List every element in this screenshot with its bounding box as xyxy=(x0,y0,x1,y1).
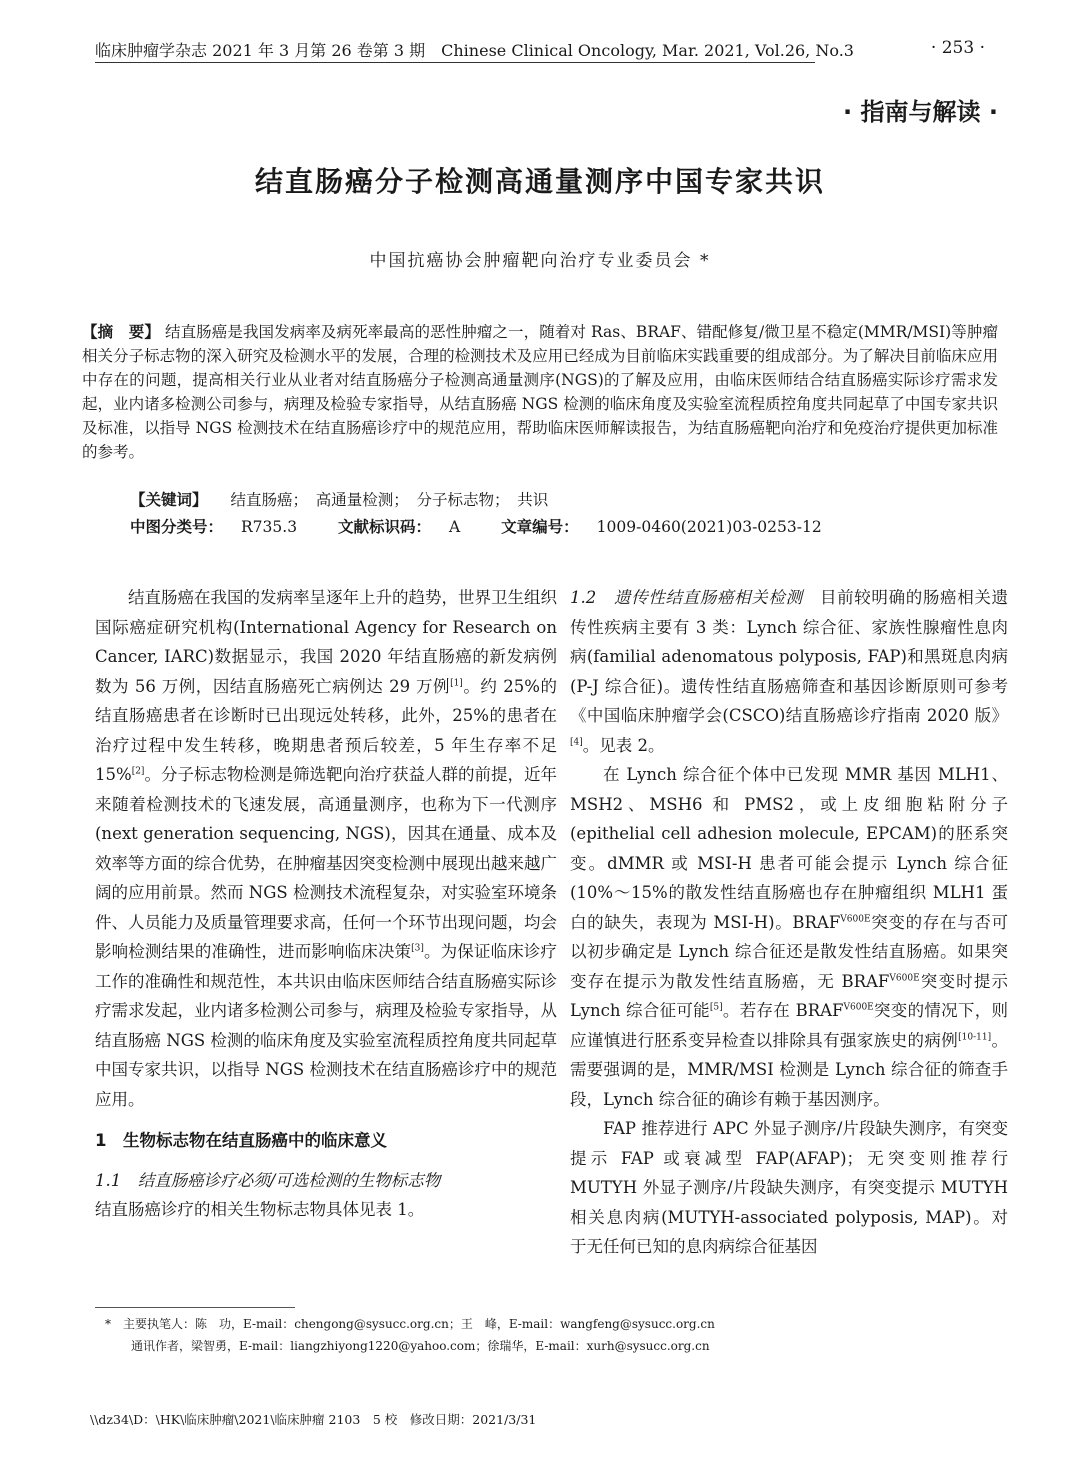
footnote-rule xyxy=(95,1307,295,1308)
mutation-superscript: V600E xyxy=(889,973,920,983)
citation-ref: [2] xyxy=(131,766,145,777)
header-rule xyxy=(95,62,815,63)
keywords-text: 结直肠癌； 高通量检测； 分子标志物； 共识 xyxy=(230,491,549,509)
footnote-line-corresponding: 通讯作者，梁智勇，E-mail：liangzhiyong1220@yahoo.com；徐瑞华，E-mail：xurh@sysucc.org.cn xyxy=(131,1339,710,1353)
fap-paragraph: FAP 推荐进行 APC 外显子测序/片段缺失测序，有突变提示 FAP 或衰减型 FAP(AFAP)；无突变则推荐行 MUTYH 外显子测序/片段缺失测序，有突变提示 MUTYH 相关息肉病(MUTYH-associated polyposis, MAP)。对于无任何已知的息肉病综合征基因 xyxy=(570,1119,1008,1256)
citation-ref: [1] xyxy=(450,678,463,688)
mutation-superscript: V600E xyxy=(843,1002,874,1013)
lynch-paragraph: 在 Lynch 综合征个体中已发现 MMR 基因 MLH1、MSH2、MSH6 和 PMS2，或上皮细胞粘附分子(epithelial cell adhesion molecule, EPCAM)的胚系突变。dMMR 或 MSI-H 患者可能会提示 Lynch 综合征(10%～15%的散发性结直肠癌也存在肿瘤组织 MLH1 蛋白的缺失，表现为 MSI-H)。$BRAF^{V600E}$突变的存在与否可以初步确定是 Lynch 综合征还是散发性结直肠癌。如果突变存在提示为散发性结直肠癌，无 $BRAF^{V600E}$突变时提示 Lynch 综合征可能[5]。若存在 $BRAF^{V600E}$突变的情况下，则应谨慎进行胚系变异检查以排除具有强家族史的病例[10-11]。需要强调的是，MMR/MSI 检测是 Lynch 综合征的筛查手段，Lynch 综合征的确诊有赖于基因测序。 xyxy=(570,765,1009,1109)
section-heading-1: 1 生物标志物在结直肠癌中的临床意义 xyxy=(95,1131,387,1150)
footnote xyxy=(105,1313,1005,1357)
mutation-superscript: V600E xyxy=(840,914,871,924)
keywords xyxy=(130,488,990,510)
page-number: · 253 · xyxy=(930,38,985,58)
paragraph-table1-ref: 结直肠癌诊疗的相关生物标志物具体见表 1。 xyxy=(95,1200,425,1219)
footnote-line-authors: * 主要执笔人：陈 功，E-mail：chengong@sysucc.org.cn；王 峰，E-mail：wangfeng@sysucc.org.cn xyxy=(105,1317,715,1331)
right-column xyxy=(570,583,1008,1262)
keywords-label: 【关键词】 xyxy=(130,491,208,509)
article-authors: 中国抗癌协会肿瘤靶向治疗专业委员会 * xyxy=(369,251,711,271)
journal-citation: 临床肿瘤学杂志 2021 年 3 月第 26 卷第 3 期 Chinese Clinical Oncology, Mar. 2021, Vol.26, No.3 xyxy=(95,41,854,60)
clc-label: 中图分类号： xyxy=(130,518,224,536)
clc-value: R735.3 xyxy=(241,518,298,536)
running-header xyxy=(95,38,985,62)
intro-paragraph: 结直肠癌在我国的发病率呈逐年上升的趋势，世界卫生组织国际癌症研究机构(International Agency for Research on Cancer, IARC)数据显示，我国 2020 年结直肠癌的新发病例数为 56 万例，因结直肠癌死亡病例达 29 万例[1]。约 25%的结直肠癌患者在诊断时已出现远处转移，此外，25%的患者在治疗过程中发生转移，晚期患者预后较差，5 年生存率不足 15%[2]。分子标志物检测是筛选靶向治疗获益人群的前提，近年来随着检测技术的飞速发展，高通量测序，也称为下一代测序(next generation sequencing, NGS)，因其在通量、成本及效率等方面的综合优势，在肿瘤基因突变检测中展现出越来越广阔的应用前景。然而 NGS 检测技术流程复杂，对实验室环境条件、人员能力及质量管理要求高，任何一个环节出现问题，均会影响检测结果的准确性，进而影响临床决策[3]。为保证临床诊疗工作的准确性和规范性，本共识由临床医师结合结直肠癌实际诊疗需求发起，业内诸多检测公司参与，病理及检验专家指导，从结直肠癌 NGS 检测的临床角度及实验室流程质控角度共同起草中国专家共识，以指导 NGS 检测技术在结直肠癌诊疗中的规范应用。 xyxy=(95,588,558,1109)
abstract-label: 【摘 要】 xyxy=(82,323,160,341)
citation-ref: [5] xyxy=(709,1002,723,1013)
doc-code-label: 文献标识码： xyxy=(338,518,432,536)
doc-code-value: A xyxy=(449,518,461,536)
article-number-value: 1009-0460(2021)03-0253-12 xyxy=(596,518,822,536)
citation-ref: [10-11] xyxy=(958,1032,992,1042)
abstract-text: 结直肠癌是我国发病率及病死率最高的恶性肿瘤之一，随着对 Ras、BRAF、错配修复/微卫星不稳定(MMR/MSI)等肿瘤相关分子标志物的深入研究及检测水平的发展，合理的检测技术及应用已经成为目前临床实践重要的组成部分。为了解决目前临床应用中存在的问题，提高相关行业从业者对结直肠癌分子检测高通量测序(NGS)的了解及应用，由临床医师结合结直肠癌实际诊疗需求发起，业内诸多检测公司参与，病理及检验专家指导，从结直肠癌 NGS 检测的临床角度及实验室流程质控角度共同起草了中国专家共识及标准，以指导 NGS 检测技术在结直肠癌诊疗中的规范应用，帮助临床医师解读报告，为结直肠癌靶向治疗和免疫治疗提供更加标准的参考。 xyxy=(82,323,998,461)
subsection-heading-1-2: 1.2 遗传性结直肠癌相关检测 xyxy=(570,588,803,607)
subsection-heading-1-1: 1.1 结直肠癌诊疗必须/可选检测的生物标志物 xyxy=(95,1170,441,1190)
article-number-label: 文章编号： xyxy=(501,518,579,536)
classification xyxy=(130,515,990,537)
citation-ref: [4] xyxy=(570,737,583,747)
abstract xyxy=(82,320,998,464)
page-footer: \\dz34\D：\HK\临床肿瘤\2021\临床肿瘤 2103 5 校 修改日期：2021/3/31 xyxy=(90,1412,537,1427)
article-title: 结直肠癌分子检测高通量测序中国专家共识 xyxy=(254,165,825,198)
citation-ref: [3] xyxy=(411,943,424,954)
left-column xyxy=(95,583,557,1225)
hereditary-paragraph: 1.2 遗传性结直肠癌相关检测 目前较明确的肠癌相关遗传性疾病主要有 3 类：Lynch 综合征、家族性腺瘤性息肉病(familial adenomatous polyposis, FAP)和黑斑息肉病(P-J 综合征)。遗传性结直肠癌筛查和基因诊断原则可参考《中国临床肿瘤学会(CSCO)结直肠癌诊疗指南 2020 版》[4]。见表 2。 xyxy=(570,588,1008,755)
section-tag: · 指南与解读 · xyxy=(843,98,998,126)
